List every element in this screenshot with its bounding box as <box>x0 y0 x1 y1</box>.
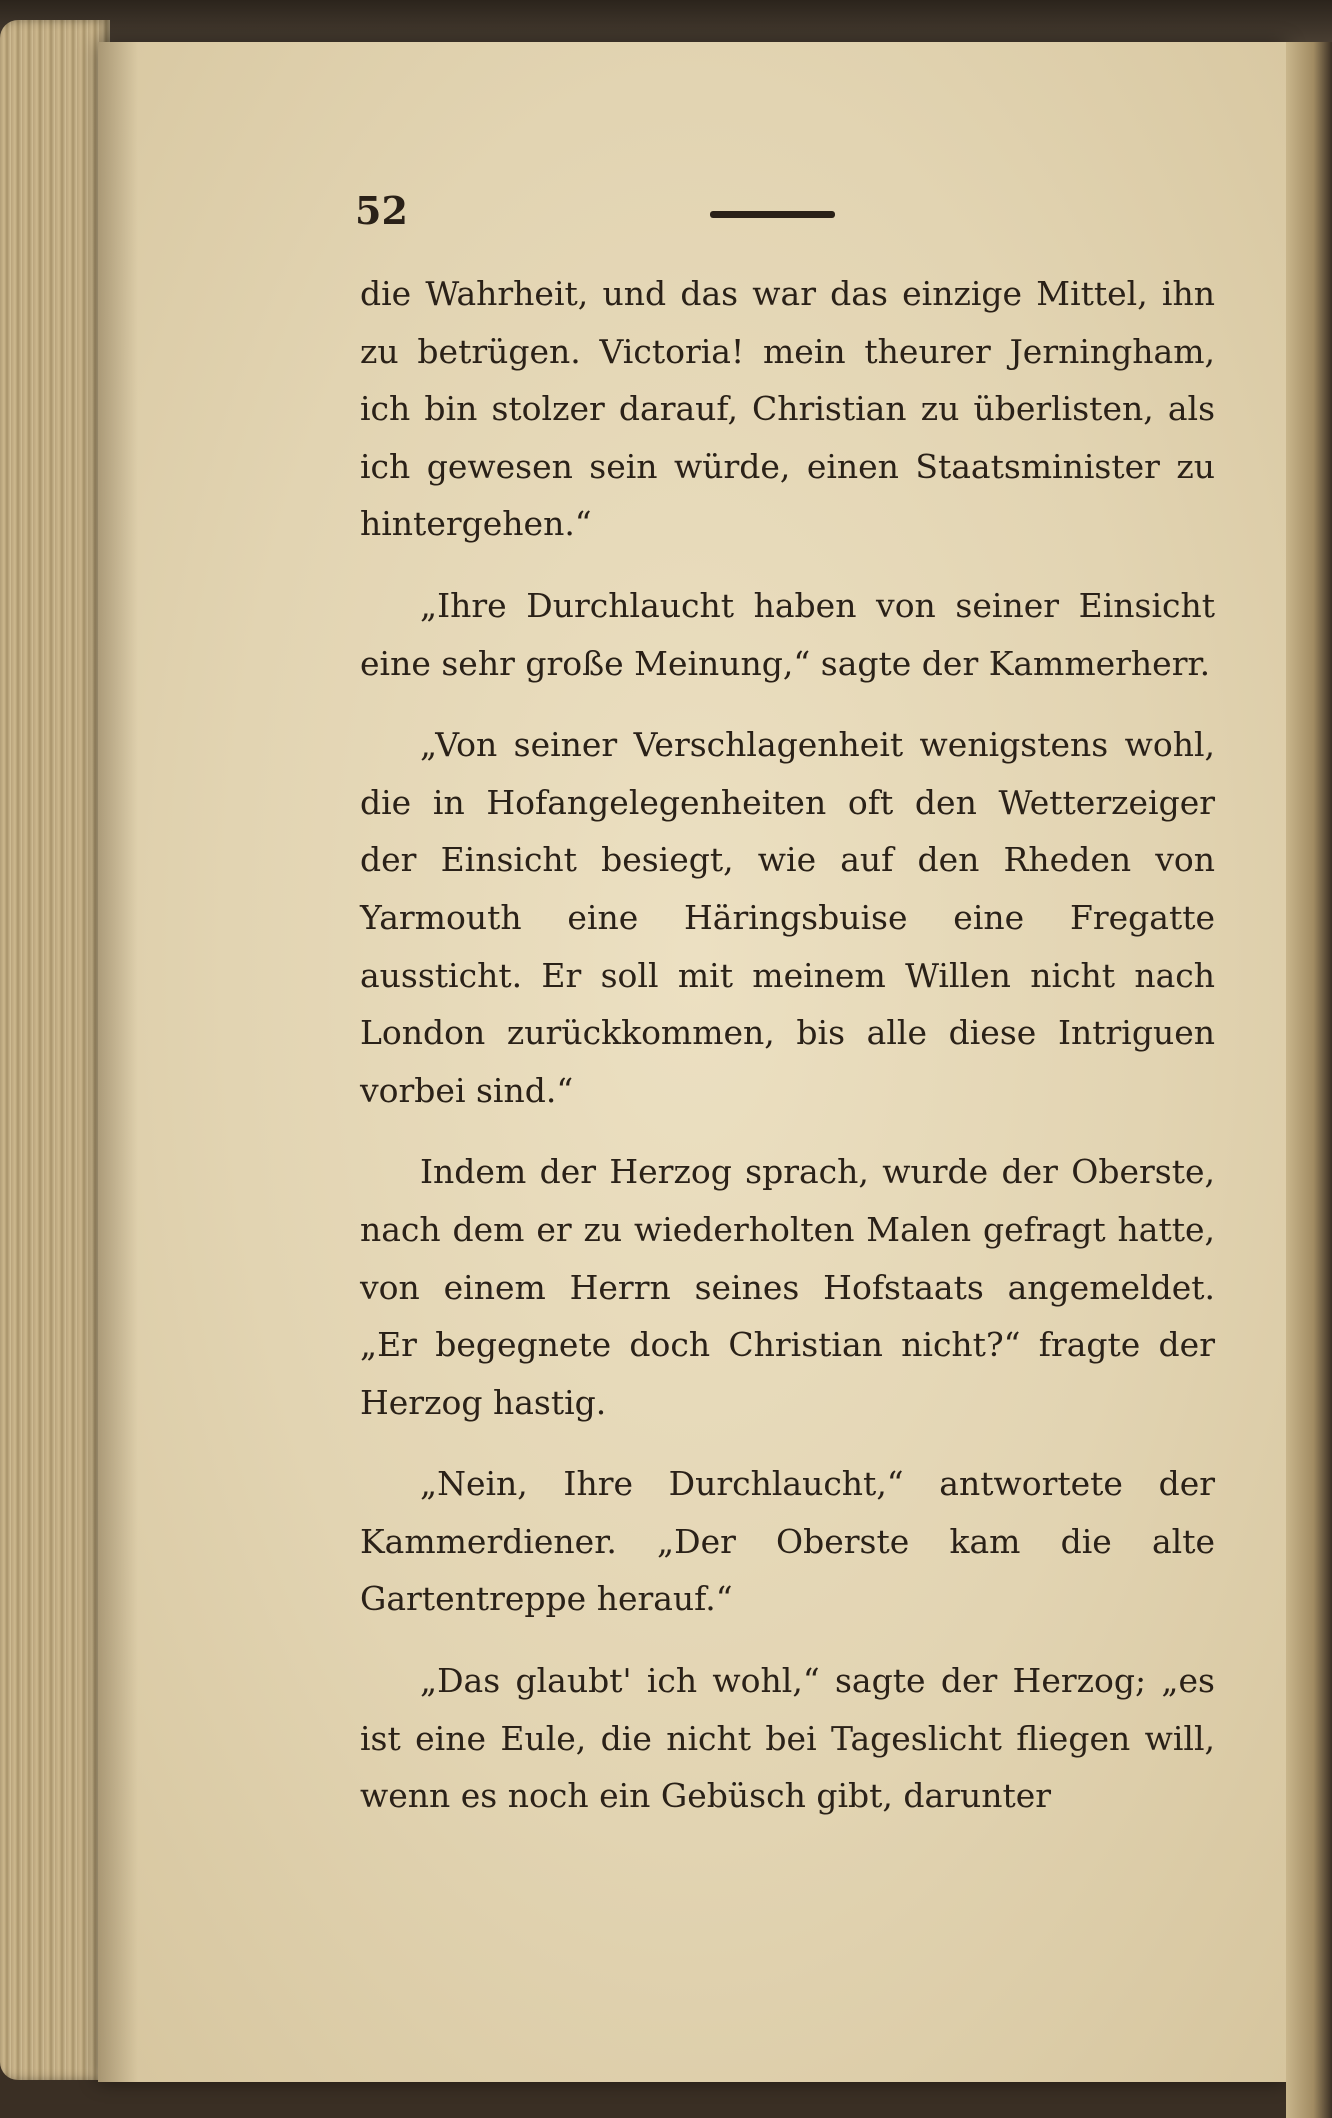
facing-page-edge <box>1286 42 1332 2118</box>
body-text <box>360 265 1215 1849</box>
paragraph-2: „Ihre Durchlaucht haben von seiner Einsicht eine sehr große Meinung,“ sagte der Kammerherr. <box>360 585 1215 683</box>
page-number: 52 <box>355 188 408 233</box>
paragraph-3: „Von seiner Verschlagenheit wenigstens wohl, die in Hofangelegenheiten oft den Wetterzeiger der Einsicht besiegt, wie auf den Rheden von Yarmouth eine Häringsbuise eine Fregatte aussticht. Er soll mit meinem Willen nicht nach London zurückkommen, bis alle diese Intriguen vorbei sind.“ <box>360 725 1215 1110</box>
gutter-shadow <box>98 42 138 2082</box>
paragraph-6: „Das glaubt' ich wohl,“ sagte der Herzog; „es ist eine Eule, die nicht bei Tageslicht fliegen will, wenn es noch ein Gebüsch gibt, darunter <box>360 1661 1215 1816</box>
paragraph-5: „Nein, Ihre Durchlaucht,“ antwortete der Kammerdiener. „Der Oberste kam die alte Gartentreppe herauf.“ <box>360 1464 1215 1619</box>
paragraph-1: die Wahrheit, und das war das einzige Mittel, ihn zu betrügen. Victoria! mein theurer Jerningham, ich bin stolzer darauf, Christian zu überlisten, als ich gewesen sein würde, einen Staatsminister zu hintergehen.“ <box>360 274 1215 544</box>
page-header <box>355 188 1215 238</box>
book-cover-edge <box>0 0 1332 45</box>
page-stack-edge <box>0 20 110 2080</box>
paragraph-4: Indem der Herzog sprach, wurde der Oberste, nach dem er zu wiederholten Malen gefragt hatte, von einem Herrn seines Hofstaats angemeldet. „Er begegnete doch Christian nicht?“ fragte der Herzog hastig. <box>360 1152 1215 1422</box>
header-rule <box>710 211 835 218</box>
